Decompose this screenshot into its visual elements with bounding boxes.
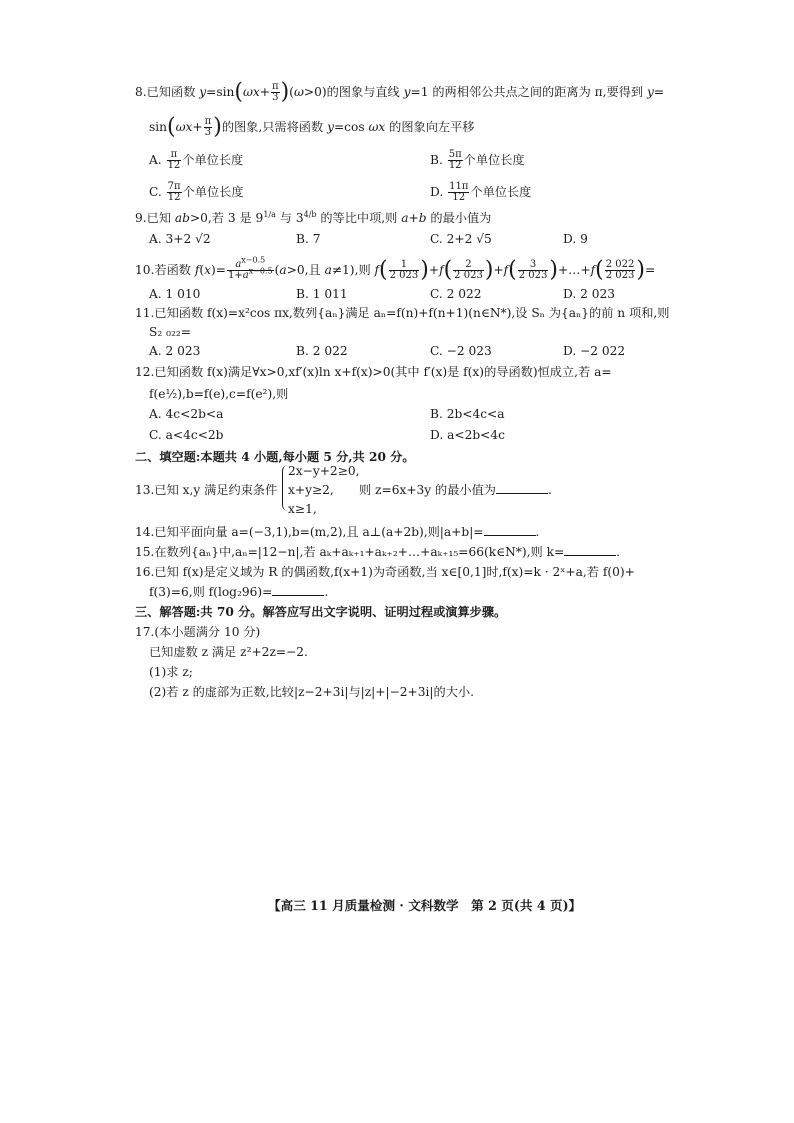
q9-stem: 9.已知 ab>0,若 3 是 $9^{1/a}$ 与 $3^{4/b}$ 的等比中项,则 a+b 的最小值为 xyxy=(135,209,492,225)
q9-option-a: A. 3+2 √2 xyxy=(149,232,211,246)
q10-option-c: C. 2 022 xyxy=(430,287,482,301)
q17-title: 17.(本小题满分 10 分) xyxy=(135,625,261,639)
q12-option-b: B. 2b<4c<a xyxy=(430,407,505,421)
q11-option-d: D. −2 022 xyxy=(563,344,626,358)
q10-stem: 10.若函数 f(x)= $\frac{a^{x-0.5}}{1+a^{x-0.5}}$ (a>0,且 a≠1),则 f( $\frac{1}{2 023}$ )+f( $\frac{2}{2 023}$ )+f( $\frac{3}{2 023}$ )+…+f( $\frac{2 022}{2 023}$ )= xyxy=(135,255,656,283)
section-fill-in-title: 二、填空题:本题共 4 小题,每小题 5 分,共 20 分。 xyxy=(135,450,415,464)
q8-option-a: A. $\frac{\pi}{12}$ 个单位长度 xyxy=(149,149,244,171)
q11-option-b: B. 2 022 xyxy=(296,344,348,358)
q13-prefix: 13.已知 x,y 满足约束条件 xyxy=(135,483,278,497)
q13-answer-blank xyxy=(496,482,548,494)
q8-line1: 8.已知函数 y=sin(ωx+ $\frac{\pi}{3}$ )(ω>0)的图象与直线 y=1 的两相邻公共点之间的距离为 π,要得到 y= xyxy=(135,79,665,105)
q13-suffix: 则 z=6x+3y 的最小值为 . xyxy=(359,483,552,497)
q8-line2: sin(ωx+ $\frac{\pi}{3}$ )的图象,只需将函数 y=cos ωx 的图象向左平移 xyxy=(149,114,475,140)
q8-option-b: B. $\frac{5\pi}{12}$ 个单位长度 xyxy=(430,149,525,171)
q9-option-c: C. 2+2 √5 xyxy=(430,232,492,246)
q9-option-b: B. 7 xyxy=(296,232,321,246)
q11-line1: 11.已知函数 f(x)=x²cos πx,数列{aₙ}满足 aₙ=f(n)+f(n+1)(n∈N*),设 Sₙ 为{aₙ}的前 n 项和,则 xyxy=(135,306,670,320)
q12-option-d: D. a<2b<4c xyxy=(430,428,505,442)
page-footer: 【高三 11 月质量检测 · 文科数学 第 2 页(共 4 页)】 xyxy=(268,898,582,913)
q13-condition-3: x≥1, xyxy=(288,502,317,516)
q9-option-d: D. 9 xyxy=(563,232,588,246)
q10-option-b: B. 1 011 xyxy=(296,287,348,301)
q17-part-1: (1)求 z; xyxy=(149,665,193,679)
q10-option-d: D. 2 023 xyxy=(563,287,615,301)
q8-option-c: C. $\frac{7\pi}{12}$ 个单位长度 xyxy=(149,181,244,203)
q16-line2: f(3)=6,则 f(log₂96)= . xyxy=(149,585,329,599)
section-solution-title: 三、解答题:共 70 分。解答应写出文字说明、证明过程或演算步骤。 xyxy=(135,605,507,619)
q10-option-a: A. 1 010 xyxy=(149,287,201,301)
q17-stem: 已知虚数 z 满足 z²+2z=−2. xyxy=(149,645,308,659)
q17-part-2: (2)若 z 的虚部为正数,比较|z−2+3i|与|z|+|−2+3i|的大小. xyxy=(149,685,474,699)
q13-condition-2: x+y≥2, xyxy=(288,483,334,497)
q8-option-d: D. $\frac{11\pi}{12}$ 个单位长度 xyxy=(430,181,532,203)
q12-line1: 12.已知函数 f(x)满足∀x>0,xf′(x)ln x+f(x)>0(其中 f′(x)是 f(x)的导函数)恒成立,若 a= xyxy=(135,365,612,379)
q16-answer-blank xyxy=(272,584,324,596)
q11-line2: S₂ ₀₂₂= xyxy=(149,325,191,339)
q12-line2: f(e½),b=f(e),c=f(e²),则 xyxy=(149,387,289,401)
q14-stem: 14.已知平面向量 a=(−3,1),b=(m,2),且 a⊥(a+2b),则|a+b|= . xyxy=(135,525,540,539)
q12-option-a: A. 4c<2b<a xyxy=(149,407,224,421)
q12-option-c: C. a<4c<2b xyxy=(149,428,224,442)
q13-condition-1: 2x−y+2≥0, xyxy=(288,464,360,478)
q11-option-a: A. 2 023 xyxy=(149,344,201,358)
q11-option-c: C. −2 023 xyxy=(430,344,492,358)
q15-stem: 15.在数列{aₙ}中,aₙ=|12−n|,若 aₖ+aₖ₊₁+aₖ₊₂+…+aₖ₊₁₅=66(k∈N*),则 k= . xyxy=(135,545,621,559)
q15-answer-blank xyxy=(564,544,616,556)
q14-answer-blank xyxy=(484,524,536,536)
q16-line1: 16.已知 f(x)是定义域为 R 的偶函数,f(x+1)为奇函数,当 x∈[0,1]时,f(x)=k · 2ˣ+a,若 f(0)+ xyxy=(135,565,635,579)
